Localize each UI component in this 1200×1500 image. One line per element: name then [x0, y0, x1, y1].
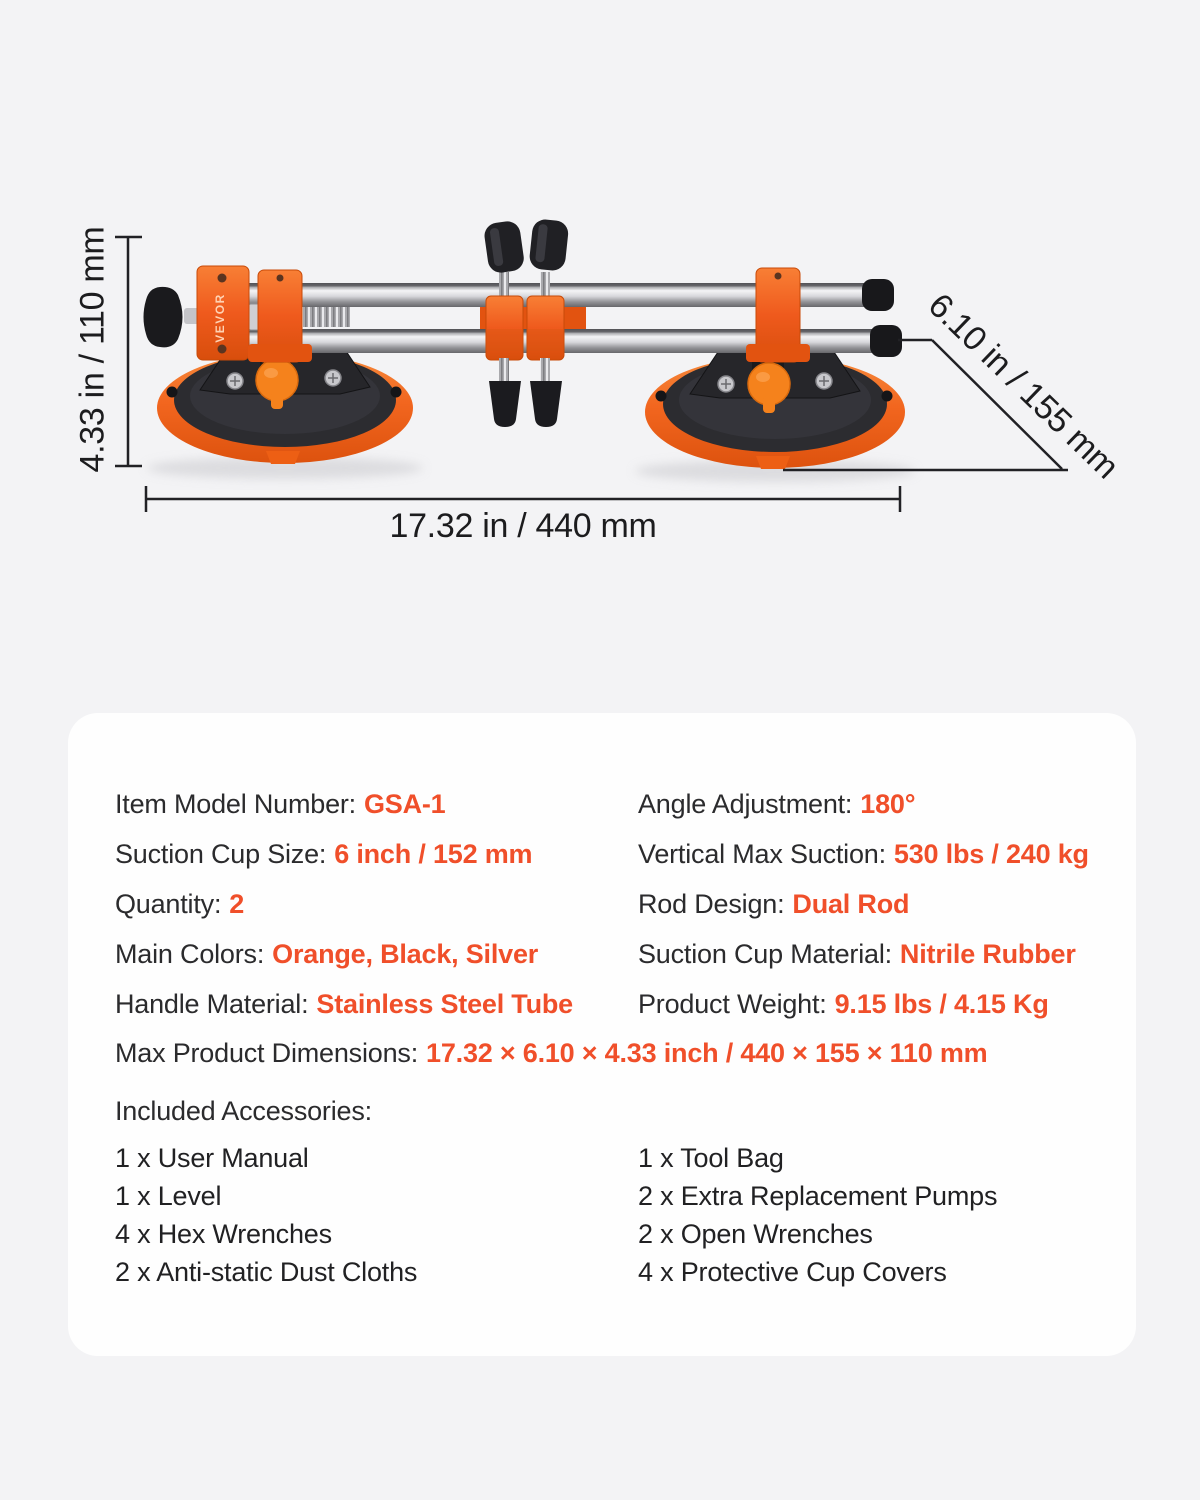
spec-label: Vertical Max Suction:	[638, 838, 886, 869]
accessories-heading: Included Accessories:	[115, 1095, 372, 1126]
spec-row	[115, 929, 1096, 979]
spec-label: Product Weight:	[638, 988, 827, 1019]
spec-value: 6 inch / 152 mm	[334, 838, 533, 869]
spec-item-rod-design	[638, 889, 1096, 920]
left-cup-bracket	[248, 270, 312, 362]
spec-value: 180°	[860, 788, 916, 819]
spec-value: 2	[229, 888, 245, 919]
spec-label: Max Product Dimensions:	[115, 1037, 419, 1068]
spec-item-max-product-dimensions	[115, 1029, 1096, 1077]
accessory-item: 2 x Open Wrenches	[638, 1219, 873, 1249]
spec-value: Stainless Steel Tube	[316, 988, 573, 1019]
spec-value: GSA-1	[363, 788, 446, 819]
spec-row	[115, 879, 1096, 929]
clamp-foot	[530, 381, 562, 427]
accessory-item: 1 x Level	[115, 1181, 222, 1211]
spec-item-product-weight	[638, 989, 1096, 1020]
spec-item-quantity	[115, 889, 638, 920]
accessories-left-column	[115, 1139, 638, 1291]
spec-item-vertical-max-suction	[638, 839, 1096, 870]
accessory-item: 2 x Anti-static Dust Cloths	[115, 1257, 418, 1287]
spec-label: Item Model Number:	[115, 788, 356, 819]
dimension-height-label: 4.33 in / 110 mm	[73, 226, 112, 473]
dimension-depth-label: 6.10 in / 155 mm	[920, 286, 1126, 487]
spec-row	[115, 779, 1096, 829]
spec-label: Main Colors:	[115, 938, 265, 969]
suction-cup-right	[645, 349, 905, 469]
accessory-item: 1 x Tool Bag	[638, 1143, 784, 1173]
spec-item-angle-adjustment	[638, 789, 1096, 820]
rod-end-cap	[870, 325, 902, 357]
spec-label: Quantity:	[115, 888, 222, 919]
height-dimension-line	[115, 237, 142, 466]
spec-card	[68, 713, 1136, 1356]
spec-item-suction-cup-size	[115, 839, 638, 870]
spec-item-main-colors	[115, 939, 638, 970]
brand-logo-text: VEVOR	[213, 293, 227, 343]
spec-label: Angle Adjustment:	[638, 788, 853, 819]
accessories-list	[115, 1139, 1096, 1291]
accessory-item: 4 x Protective Cup Covers	[638, 1257, 947, 1287]
spec-label: Suction Cup Material:	[638, 938, 892, 969]
dimension-width-label: 17.32 in / 440 mm	[389, 507, 657, 545]
spec-row	[115, 829, 1096, 879]
star-knob	[144, 287, 183, 347]
spec-value: Dual Rod	[792, 888, 910, 919]
product-photo	[0, 0, 1200, 690]
spec-item-model-number	[115, 789, 638, 820]
clamp-knob-top	[483, 220, 526, 275]
clamp-knob-top	[528, 218, 569, 271]
accessories-right-column	[638, 1139, 1096, 1291]
spec-label: Suction Cup Size:	[115, 838, 327, 869]
spec-row	[115, 979, 1096, 1029]
spec-value: 17.32 × 6.10 × 4.33 inch / 440 × 155 × 110 mm	[426, 1037, 988, 1068]
accessory-item: 4 x Hex Wrenches	[115, 1219, 332, 1249]
spec-value: Nitrile Rubber	[899, 938, 1076, 969]
suction-cup-left	[157, 345, 413, 464]
accessory-item: 1 x User Manual	[115, 1143, 309, 1173]
right-cup-bracket	[746, 268, 810, 362]
spec-value: 9.15 lbs / 4.15 Kg	[834, 988, 1049, 1019]
clamp-foot	[489, 381, 521, 427]
accessory-item: 2 x Extra Replacement Pumps	[638, 1181, 998, 1211]
spec-item-handle-material	[115, 989, 638, 1020]
spec-item-suction-cup-material	[638, 939, 1096, 970]
spec-value: Orange, Black, Silver	[272, 938, 539, 969]
spec-label: Handle Material:	[115, 988, 309, 1019]
spec-label: Rod Design:	[638, 888, 785, 919]
spec-value: 530 lbs / 240 kg	[893, 838, 1089, 869]
